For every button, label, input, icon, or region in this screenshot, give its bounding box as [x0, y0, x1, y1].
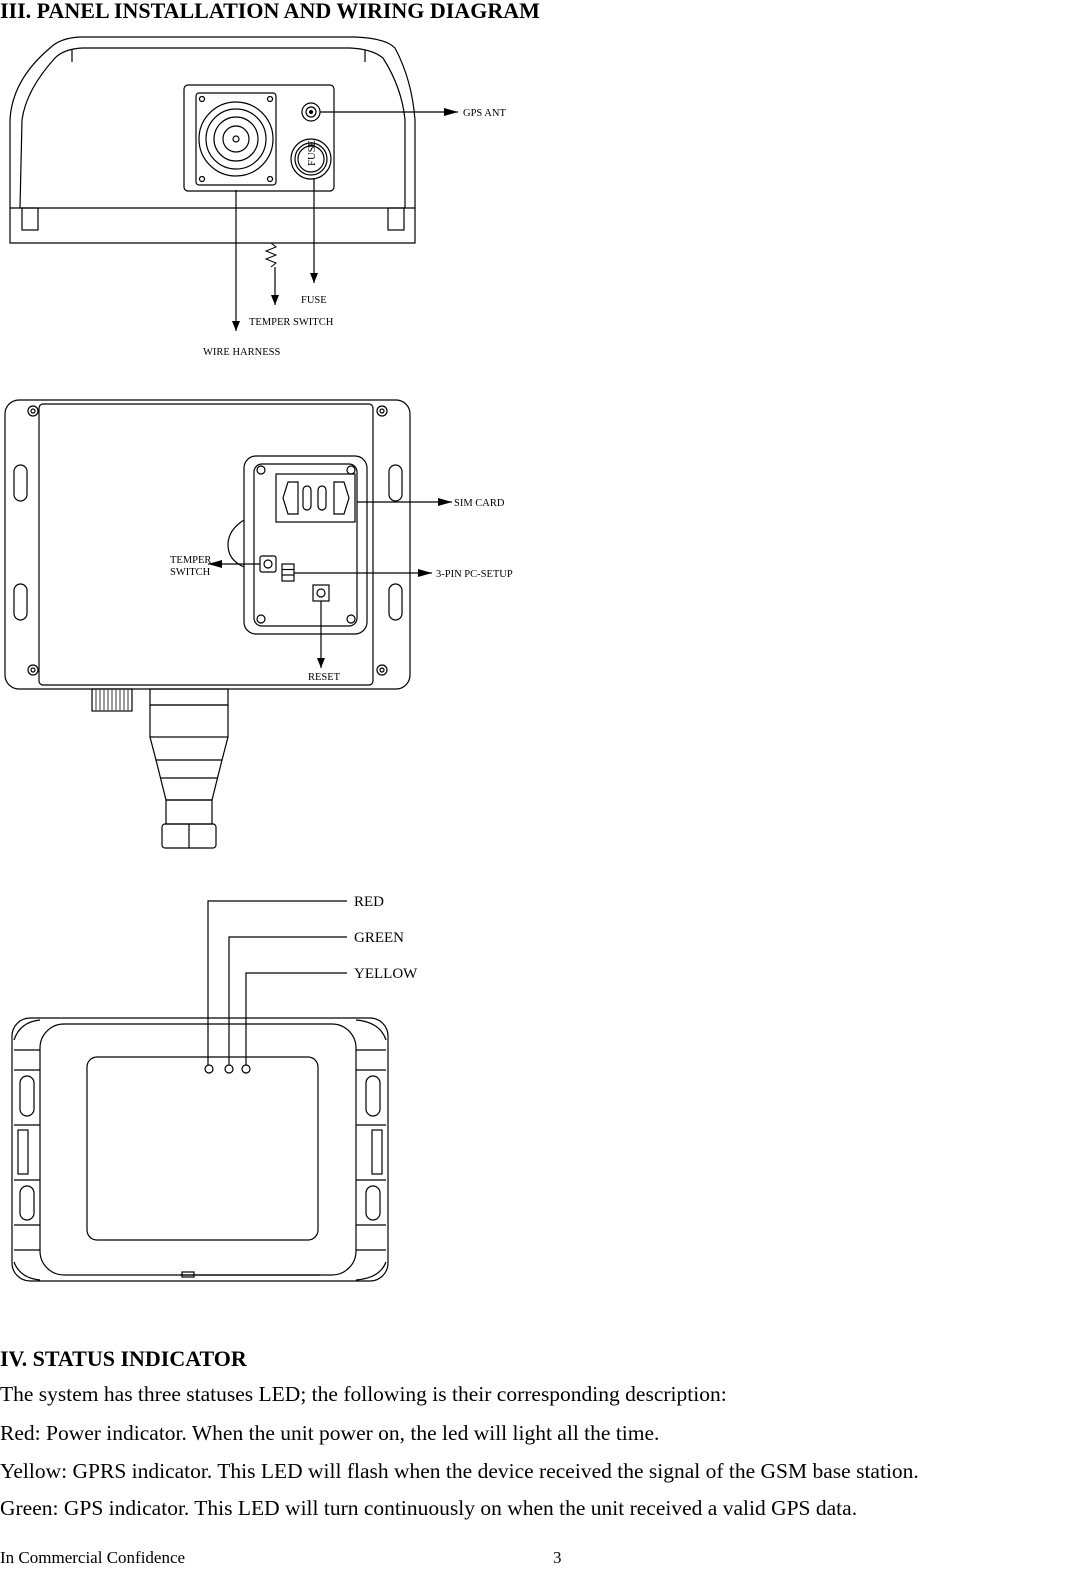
label-reset: RESET [308, 672, 341, 683]
enclosure-side-view [10, 37, 458, 331]
unit-led-view [12, 901, 388, 1281]
label-wire-harness: WIRE HARNESS [203, 347, 281, 358]
label-fuse-cap: FUSE [307, 140, 318, 166]
label-yellow: YELLOW [354, 966, 418, 982]
label-sim-card: SIM CARD [454, 498, 505, 509]
section-title-status-indicator: IV. STATUS INDICATOR [0, 1346, 247, 1371]
page-number: 3 [553, 1548, 562, 1567]
section-title-panel-installation: III. PANEL INSTALLATION AND WIRING DIAGRAM [0, 0, 540, 23]
label-fuse: FUSE [301, 295, 327, 306]
label-pc-setup: 3-PIN PC-SETUP [436, 569, 513, 580]
status-green: Green: GPS indicator. This LED will turn continuously on when the unit received a valid GPS data. [0, 1496, 858, 1520]
label-red: RED [354, 894, 384, 910]
unit-internal-view [5, 400, 452, 848]
label-temper-switch: TEMPER SWITCH [249, 317, 334, 328]
status-yellow: Yellow: GPRS indicator. This LED will flash when the device received the signal of the GSM base station. [0, 1459, 919, 1483]
yellow-led [242, 1065, 250, 1073]
status-red: Red: Power indicator. When the unit power on, the led will light all the time. [0, 1421, 660, 1445]
label-temper-line1: TEMPER [170, 555, 212, 566]
label-temper-line2: SWITCH [170, 567, 211, 578]
label-gps-ant: GPS ANT [463, 108, 506, 119]
green-led [225, 1065, 233, 1073]
status-intro: The system has three statuses LED; the following is their corresponding description: [0, 1382, 727, 1406]
footer-confidentiality: In Commercial Confidence [0, 1548, 186, 1567]
label-green: GREEN [354, 930, 404, 946]
red-led [205, 1065, 213, 1073]
